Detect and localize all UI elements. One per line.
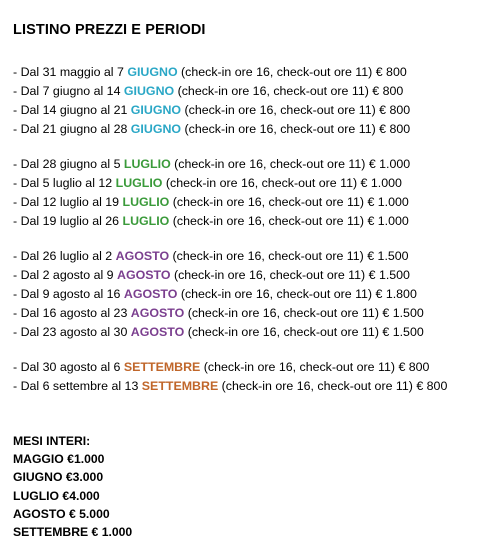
row-period: - Dal 7 giugno al 14 — [13, 84, 124, 98]
month-label: SETTEMBRE — [141, 379, 219, 393]
price-row — [13, 360, 429, 375]
row-details: (check-in ore 16, check-out ore 11) € 1.000 — [162, 176, 402, 190]
price-row — [13, 195, 409, 210]
price-row — [13, 65, 407, 80]
full-month-price: GIUGNO €3.000 — [13, 470, 104, 484]
row-details: (check-in ore 16, check-out ore 11) € 1.500 — [169, 249, 409, 263]
month-label: GIUGNO — [127, 65, 178, 79]
row-period: - Dal 19 luglio al 26 — [13, 214, 123, 228]
row-details: (check-in ore 16, check-out ore 11) € 800 — [181, 122, 411, 136]
month-label: AGOSTO — [123, 287, 178, 301]
row-period: - Dal 23 agosto al 30 — [13, 325, 131, 339]
price-row — [13, 287, 417, 302]
price-row — [13, 103, 410, 118]
row-period: - Dal 30 agosto al 6 — [13, 360, 124, 374]
row-period: - Dal 6 settembre al 13 — [13, 379, 142, 393]
price-row — [13, 122, 410, 137]
row-period: - Dal 31 maggio al 7 — [13, 65, 128, 79]
month-label: AGOSTO — [115, 249, 170, 263]
full-month-price: LUGLIO €4.000 — [13, 489, 100, 503]
month-label: GIUGNO — [130, 103, 182, 117]
price-row — [13, 84, 403, 99]
price-row — [13, 306, 424, 321]
price-row — [13, 157, 410, 172]
month-label: GIUGNO — [130, 122, 182, 136]
month-label: SETTEMBRE — [123, 360, 201, 374]
row-details: (check-in ore 16, check-out ore 11) € 800 — [218, 379, 448, 393]
page-title: LISTINO PREZZI E PERIODI — [13, 22, 206, 38]
full-month-price: SETTEMBRE € 1.000 — [13, 525, 133, 539]
month-label: AGOSTO — [130, 325, 185, 339]
row-period: - Dal 26 luglio al 2 — [13, 249, 116, 263]
full-month-price: MAGGIO €1.000 — [13, 452, 105, 466]
row-details: (check-in ore 16, check-out ore 11) € 800 — [174, 84, 404, 98]
price-row — [13, 379, 447, 394]
row-period: - Dal 2 agosto al 9 — [13, 268, 118, 282]
month-label: AGOSTO — [130, 306, 185, 320]
price-row — [13, 268, 410, 283]
month-label: GIUGNO — [123, 84, 175, 98]
row-period: - Dal 14 giugno al 21 — [13, 103, 131, 117]
month-label: LUGLIO — [122, 214, 170, 228]
row-details: (check-in ore 16, check-out ore 11) € 800 — [177, 65, 407, 79]
row-details: (check-in ore 16, check-out ore 11) € 1.000 — [169, 195, 409, 209]
row-period: - Dal 5 luglio al 12 — [13, 176, 116, 190]
price-row — [13, 249, 409, 264]
month-label: AGOSTO — [117, 268, 171, 282]
price-row — [13, 176, 402, 191]
row-period: - Dal 16 agosto al 23 — [13, 306, 131, 320]
row-period: - Dal 21 giugno al 28 — [13, 122, 131, 136]
month-label: LUGLIO — [123, 157, 171, 171]
row-details: (check-in ore 16, check-out ore 11) € 1.000 — [169, 214, 409, 228]
row-details: (check-in ore 16, check-out ore 11) € 1.800 — [177, 287, 417, 301]
row-details: (check-in ore 16, check-out ore 11) € 1.500 — [184, 325, 424, 339]
row-period: - Dal 28 giugno al 5 — [13, 157, 124, 171]
row-details: (check-in ore 16, check-out ore 11) € 800 — [181, 103, 411, 117]
month-label: LUGLIO — [115, 176, 163, 190]
price-row — [13, 214, 409, 229]
full-month-price: AGOSTO € 5.000 — [13, 507, 110, 521]
row-details: (check-in ore 16, check-out ore 11) € 1.500 — [170, 268, 410, 282]
row-details: (check-in ore 16, check-out ore 11) € 1.500 — [184, 306, 424, 320]
price-row — [13, 325, 424, 340]
row-period: - Dal 12 luglio al 19 — [13, 195, 123, 209]
row-details: (check-in ore 16, check-out ore 11) € 1.000 — [170, 157, 411, 171]
row-period: - Dal 9 agosto al 16 — [13, 287, 124, 301]
full-months-heading: MESI INTERI: — [13, 434, 91, 448]
month-label: LUGLIO — [122, 195, 170, 209]
row-details: (check-in ore 16, check-out ore 11) € 800 — [200, 360, 430, 374]
